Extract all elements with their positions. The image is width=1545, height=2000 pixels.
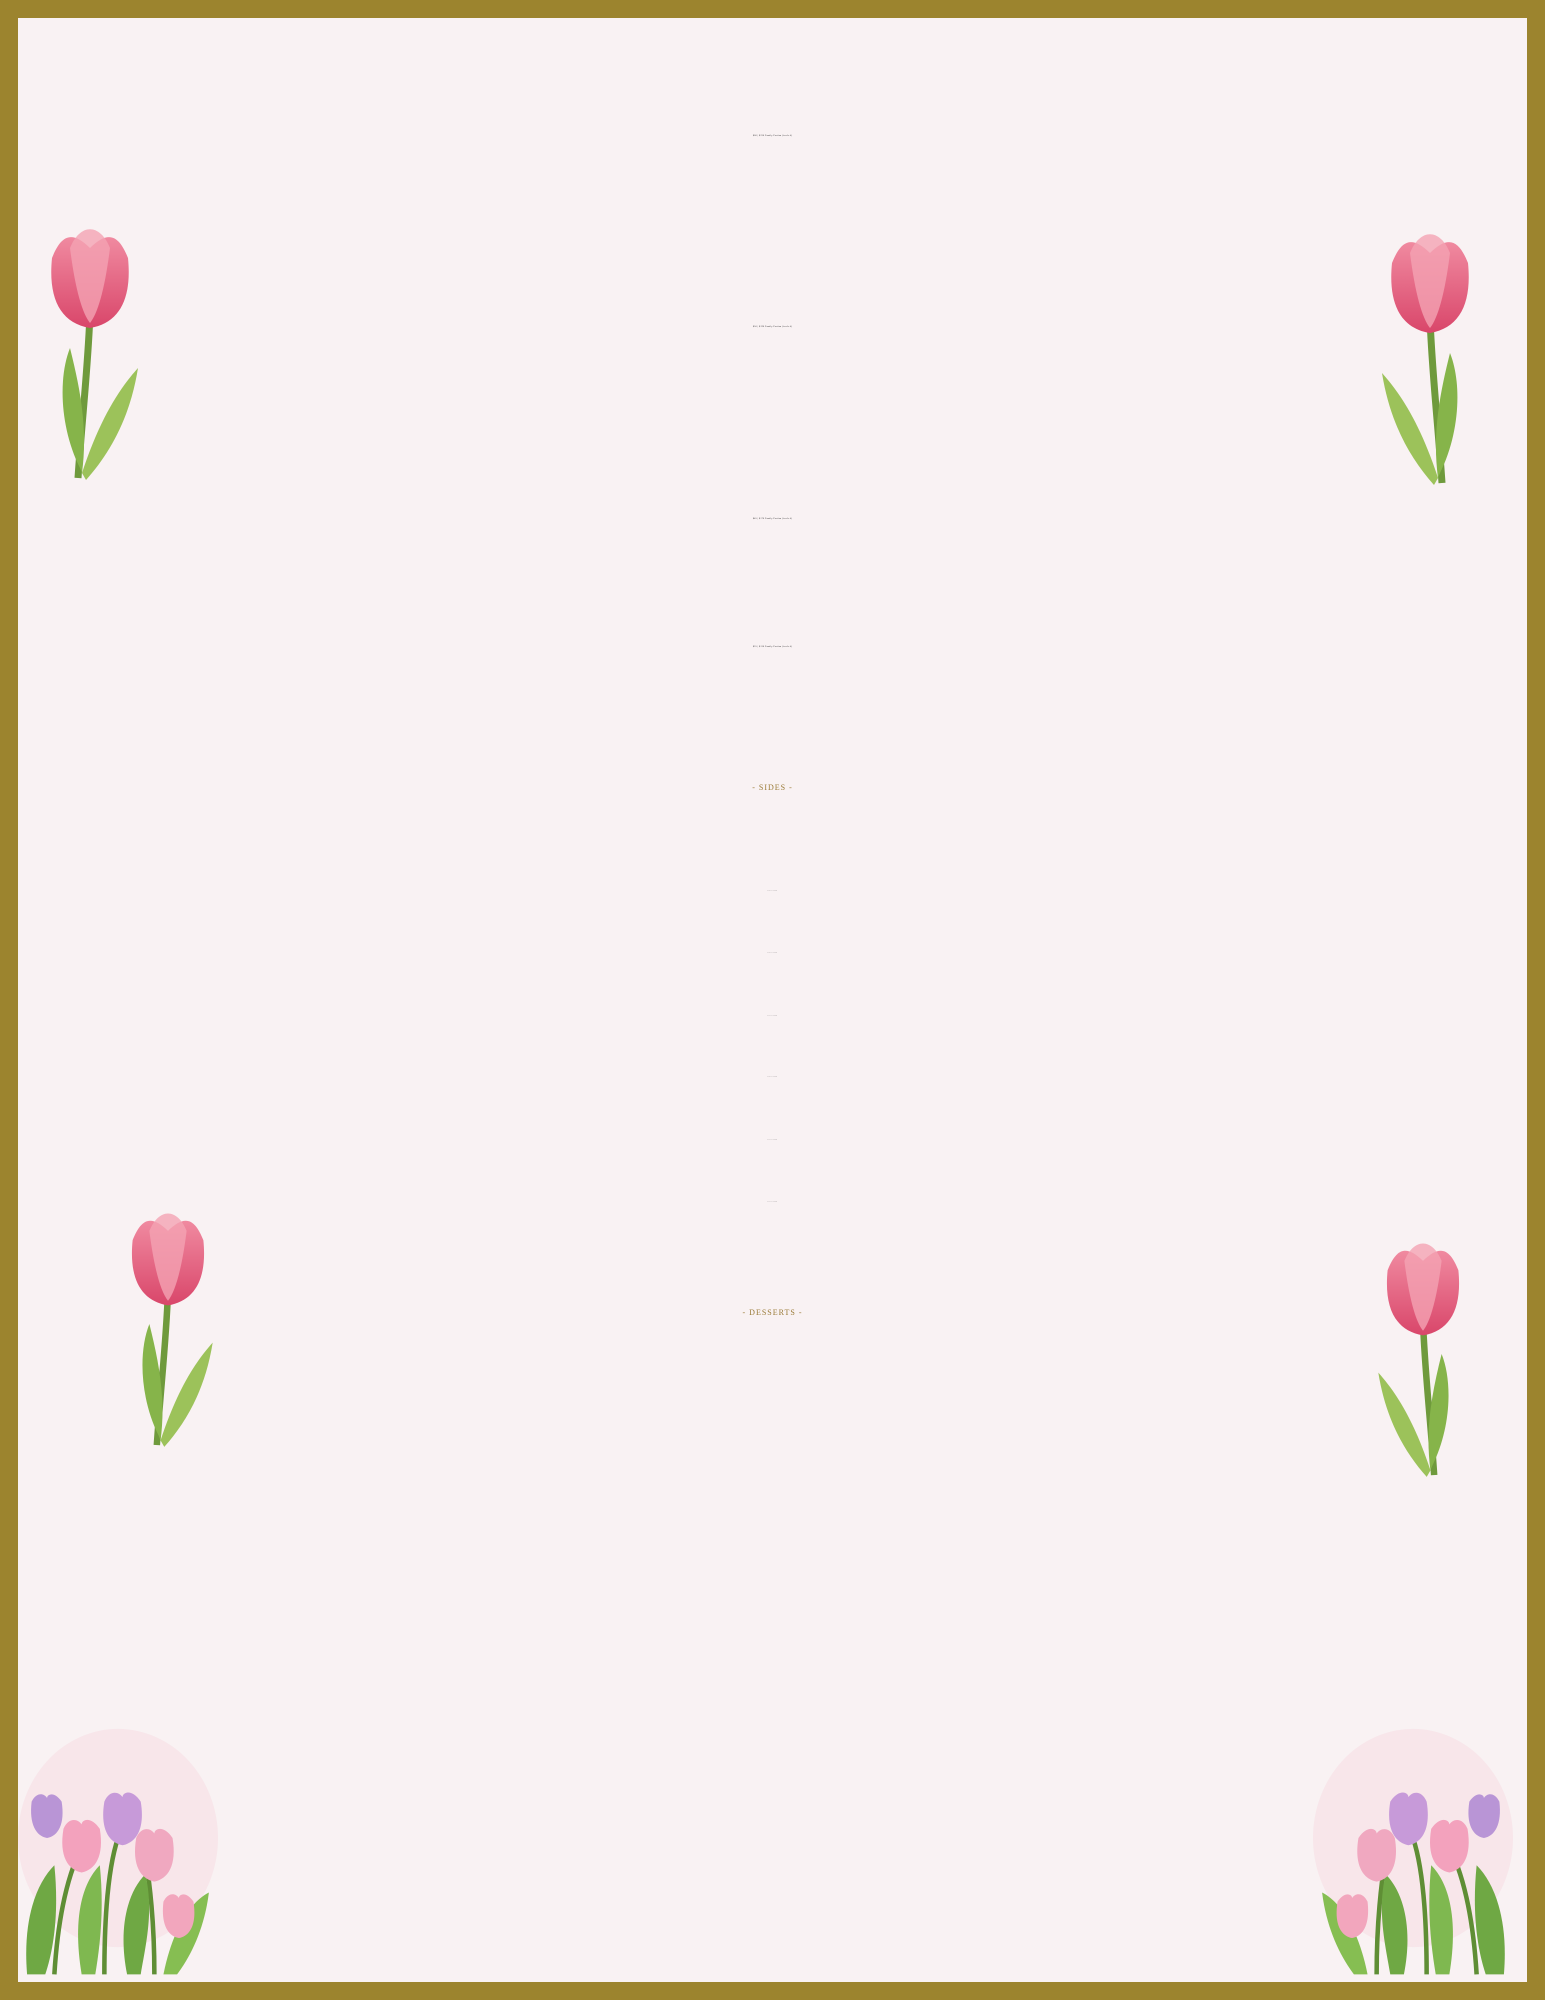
tulip-illustration-middle-left xyxy=(68,1203,268,1473)
side-item xyxy=(18,1202,1527,1203)
main-item-title xyxy=(18,518,1527,520)
main-item-price: $50 | $190 Family Portion (feeds 4) xyxy=(752,326,792,328)
tulip-illustration-top-left xyxy=(30,218,150,508)
side-item-price: $16 per pound xyxy=(767,1202,778,1203)
side-item xyxy=(18,1016,1527,1017)
tulip-illustration-top-right xyxy=(1370,223,1490,513)
side-item-price: $16 per pound xyxy=(767,1016,778,1017)
side-item xyxy=(18,891,1527,892)
menu-page xyxy=(18,18,1527,1982)
tulip-bouquet-bottom-right xyxy=(1313,1693,1513,1982)
desserts-heading: - DESSERTS - xyxy=(742,1308,803,1317)
main-item-price: $60 | $230 Family Portion (feeds 4) xyxy=(752,135,792,137)
main-item-title xyxy=(18,326,1527,328)
side-item xyxy=(18,1140,1527,1141)
side-item-price: $14 per pound xyxy=(767,1077,778,1078)
main-item-price: $45 | $170 Family Portion (feeds 4) xyxy=(752,518,792,520)
main-item-title xyxy=(18,135,1527,137)
side-item-price: $14 per pound xyxy=(767,891,778,892)
side-item-price: $14 per pound xyxy=(767,953,778,954)
main-item-title xyxy=(18,646,1527,648)
side-item-price: $16 per pound xyxy=(767,1140,778,1141)
main-item-price: $35 | $130 Family Portion (feeds 4) xyxy=(752,646,792,648)
side-item xyxy=(18,1077,1527,1078)
tulip-bouquet-bottom-left xyxy=(18,1693,218,1982)
tulip-illustration-middle-right xyxy=(1323,1233,1523,1503)
sides-heading: - SIDES - xyxy=(752,783,793,792)
side-item xyxy=(18,953,1527,954)
